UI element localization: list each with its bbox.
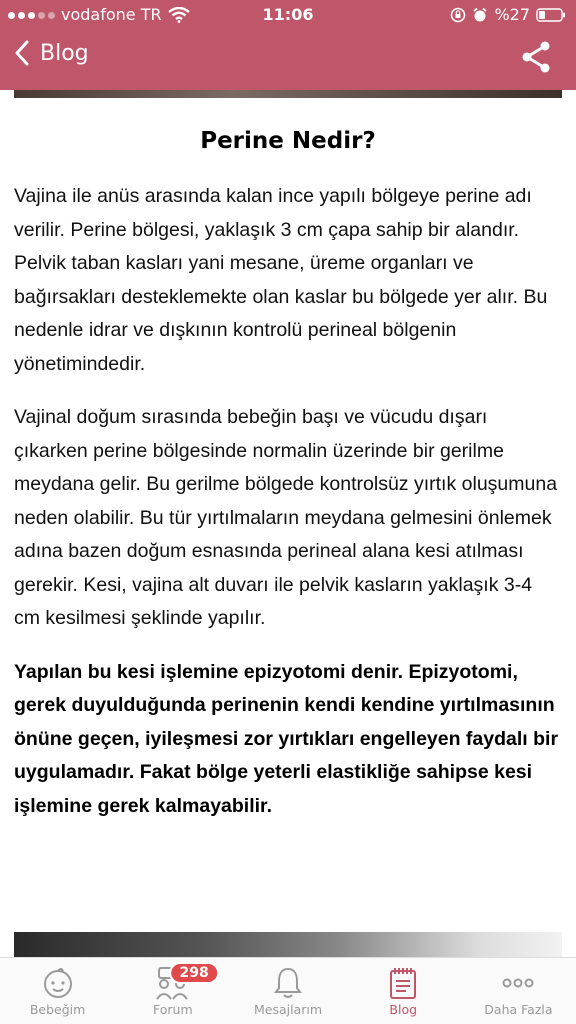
article-paragraph: Vajinal doğum sırasında bebeğin başı ve vücudu dışarı çıkarken perine bölgesinde normalin üzerinde bir gerilme meydana gelir. Bu gerilme bölgede kontrolsüz yırtık oluşumuna neden olabilir. Bu tür yırtılmaların meydana gelmesini önlemek adına bazen doğum esnasında perineal alana kesi atılması gerekir. Kesi, vajina alt duvarı ile pelvik kasların yaklaşık 3-4 cm kesilmesi şeklinde yapılır.: [14, 406, 558, 629]
article-content: [14, 128, 562, 823]
status-right: [450, 0, 566, 30]
battery-icon: [536, 8, 566, 22]
forum-badge: 298: [170, 962, 219, 984]
article-paragraph: Vajina ile anüs arasında kalan ince yapılı bölgeye perine adı verilir. Perine bölgesi, yaklaşık 3 cm çapa sahip bir alandır. Pelvik taban kasları yani mesane, üreme organları ve bağırsakları desteklemekte olan kaslar bu bölgede yer alır. Bu nedenle idrar ve dışkının kontrolü perineal bölgenin yönetimindedir.: [14, 185, 548, 375]
tab-label: Blog: [389, 1002, 418, 1017]
tab-label: Daha Fazla: [484, 1002, 553, 1017]
tab-label: Bebeğim: [29, 1002, 86, 1017]
article-title: Perine Nedir?: [200, 128, 376, 154]
alarm-icon: [472, 7, 488, 23]
back-label: Blog: [40, 40, 89, 66]
bell-icon: [273, 966, 303, 1000]
tab-label: Forum: [152, 1002, 193, 1017]
tab-bebegim[interactable]: [0, 958, 115, 1024]
battery-percent: %27: [494, 5, 530, 24]
share-icon[interactable]: [520, 40, 552, 74]
status-time: 11:06: [262, 5, 314, 24]
article-paragraph-bold: Yapılan bu kesi işlemine epizyotomi denir. Epizyotomi, gerek duyulduğunda perinenin kendi kendine yırtılmasının önüne geçen, iyileşmesi zor yırtıkları engelleyen faydalı bir uygulamadır. Fakat bölge yeterli elastikliğe sahipse kesi işlemine gerek kalmayabilir.: [14, 660, 559, 817]
carrier-label: vodafone TR: [61, 5, 162, 24]
orientation-lock-icon: [450, 7, 466, 23]
tab-forum[interactable]: [115, 958, 230, 1024]
status-bar: [0, 0, 576, 30]
more-dots-icon: [501, 966, 535, 1000]
chevron-left-icon: [14, 40, 30, 66]
article-bottom-image: [14, 932, 562, 958]
tab-blog[interactable]: [346, 958, 461, 1024]
tab-mesajlarim[interactable]: [230, 958, 345, 1024]
tab-label: Mesajlarım: [253, 1002, 323, 1017]
article-top-image: [14, 90, 562, 98]
bottom-tab-bar: [0, 957, 576, 1024]
baby-face-icon: [41, 966, 75, 1000]
blog-notepad-icon: [388, 966, 418, 1000]
app-header: [0, 0, 576, 90]
back-button[interactable]: [14, 40, 89, 66]
tab-daha-fazla[interactable]: [461, 958, 576, 1024]
navigation-bar: [0, 36, 576, 82]
